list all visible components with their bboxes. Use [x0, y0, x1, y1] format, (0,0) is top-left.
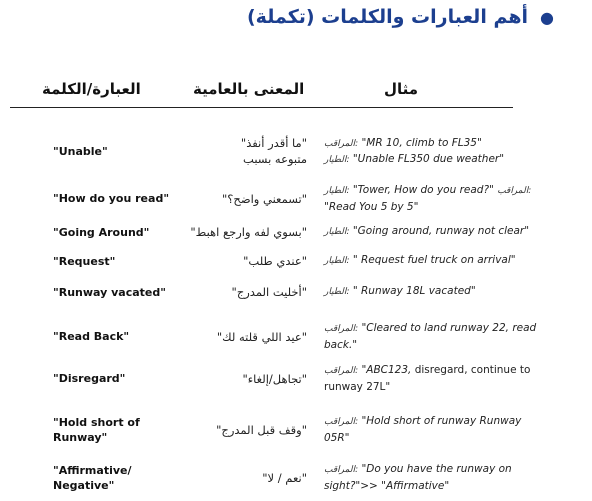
example-text: " Runway 18L vacated": [349, 285, 476, 298]
example-text: "Read You 5 by 5": [324, 200, 419, 213]
example-text: runway 27L": [324, 380, 391, 393]
phrase-word: [53, 371, 125, 386]
phrase-example-line: [324, 224, 530, 241]
phrase-example: [324, 321, 537, 353]
phrase-word-line: "Hold short of: [53, 415, 140, 429]
phrase-example-line: [324, 431, 530, 447]
phrase-example-line: [324, 284, 530, 301]
phrase-example: [324, 462, 530, 494]
phrase-meaning: [187, 470, 307, 486]
phrase-meaning: [187, 371, 307, 387]
phrase-meaning-line: "ما أقدر أنفذ": [240, 136, 307, 150]
phrase-meaning: [187, 253, 307, 269]
example-text: 05R": [324, 431, 350, 444]
phrase-example: [324, 183, 530, 215]
phrase-meaning-line: "بسوي لفه وارجع اهبط": [190, 225, 307, 239]
header-example: مثال: [384, 80, 419, 98]
phrase-meaning: [187, 422, 307, 438]
speaker-label: المراقب:: [324, 417, 359, 427]
phrase-word: [53, 415, 140, 445]
phrase-word: [53, 285, 166, 300]
phrase-meaning-line: متبوعه بسبب: [243, 152, 307, 166]
phrase-word-line: "How do you read": [53, 192, 170, 205]
phrase-example-line: [324, 414, 530, 431]
phrase-example-line: [324, 136, 530, 153]
speaker-label: الطيار:: [324, 227, 350, 238]
example-text: " Request fuel truck on arrival": [349, 254, 516, 267]
phrase-word-line: "Read Back": [53, 330, 130, 343]
phrase-word: [53, 463, 132, 493]
example-text: disregard, continue to: [411, 364, 531, 376]
speaker-label: الطيار:: [324, 186, 350, 196]
phrase-meaning-line: "تسمعني واضح؟": [222, 191, 307, 206]
speaker-label: الطيار:: [324, 256, 350, 267]
phrase-word: [53, 225, 149, 240]
phrase-meaning: [187, 135, 307, 167]
phrase-example-line: [324, 479, 530, 495]
example-text: "Tower, How do you read?": [349, 184, 498, 196]
header-divider: [10, 107, 513, 108]
phrase-example: [324, 253, 530, 270]
speaker-label: المراقب:: [324, 366, 359, 376]
phrase-example-line: [324, 200, 530, 216]
phrase-meaning-line: "تجاهل/إلغاء": [242, 371, 307, 386]
phrase-meaning: [187, 224, 307, 240]
page-title: [247, 6, 554, 28]
title-text: أهم العبارات والكلمات (تكملة): [247, 6, 529, 28]
phrase-example-line: [324, 253, 530, 270]
phrase-word: [53, 144, 108, 159]
phrase-meaning-line: "أخليت المدرج": [231, 285, 307, 299]
example-text: "Cleared to land runway 22, read: [358, 322, 537, 334]
phrase-word: [53, 191, 169, 206]
phrase-example-line: [324, 152, 530, 169]
example-text: "ABC123,: [358, 364, 412, 376]
phrase-example-line: [324, 380, 530, 396]
phrase-word-line: "Request": [53, 254, 116, 268]
header-word: العبارة/الكلمة: [42, 80, 141, 98]
phrase-word-line: "Disregard": [53, 372, 126, 385]
phrase-meaning: [187, 329, 307, 345]
phrase-example-line: [324, 363, 530, 380]
phrase-word: [53, 254, 115, 269]
phrase-word-line: Runway": [53, 430, 108, 444]
phrase-word: [53, 329, 129, 344]
example-text: "Unable FL350 due weather": [349, 153, 505, 165]
phrase-meaning-line: "وقف قبل المدرج": [216, 422, 307, 437]
phrase-example: [324, 414, 530, 446]
phrase-word-line: "Affirmative/: [53, 463, 132, 477]
example-text: "Hold short of runway Runway: [358, 415, 522, 427]
phrase-word-line: "Runway vacated": [53, 285, 166, 299]
example-text: sight?">> "Affirmative": [324, 479, 450, 492]
phrase-meaning: [187, 284, 307, 300]
phrase-word-line: "Going Around": [53, 225, 150, 239]
phrase-example-line: [324, 462, 530, 479]
phrase-meaning-line: "عيد اللي قلته لك": [216, 329, 307, 344]
phrase-meaning-line: "عندي طلب": [243, 254, 307, 268]
speaker-label: الطيار:: [324, 287, 350, 298]
speaker-label: المراقب:: [497, 186, 532, 196]
speaker-label: المراقب:: [324, 465, 359, 475]
speaker-label: المراقب:: [324, 324, 359, 334]
phrase-example-line: [324, 183, 530, 200]
phrase-example-line: [324, 321, 537, 338]
header-meaning: المعنى بالعامية: [193, 80, 305, 98]
phrase-word-line: "Unable": [53, 144, 108, 158]
example-text: "Do you have the runway on: [358, 463, 512, 475]
phrase-word-line: Negative": [53, 478, 115, 492]
phrase-example-line: [324, 338, 530, 354]
speaker-label: الطيار:: [324, 155, 350, 165]
phrase-meaning: [187, 191, 307, 207]
phrase-meaning-line: "نعم / لا": [262, 470, 307, 485]
phrase-example: [324, 363, 530, 395]
phrase-example: [324, 136, 530, 169]
phrase-example: [324, 284, 530, 301]
speaker-label: المراقب:: [324, 138, 359, 149]
bullet-icon: ●: [540, 8, 554, 27]
phrase-example: [324, 224, 530, 241]
example-text: "MR 10, climb to FL35": [358, 136, 482, 149]
example-text: back.": [324, 338, 358, 351]
example-text: "Going around, runway not clear": [349, 225, 530, 238]
